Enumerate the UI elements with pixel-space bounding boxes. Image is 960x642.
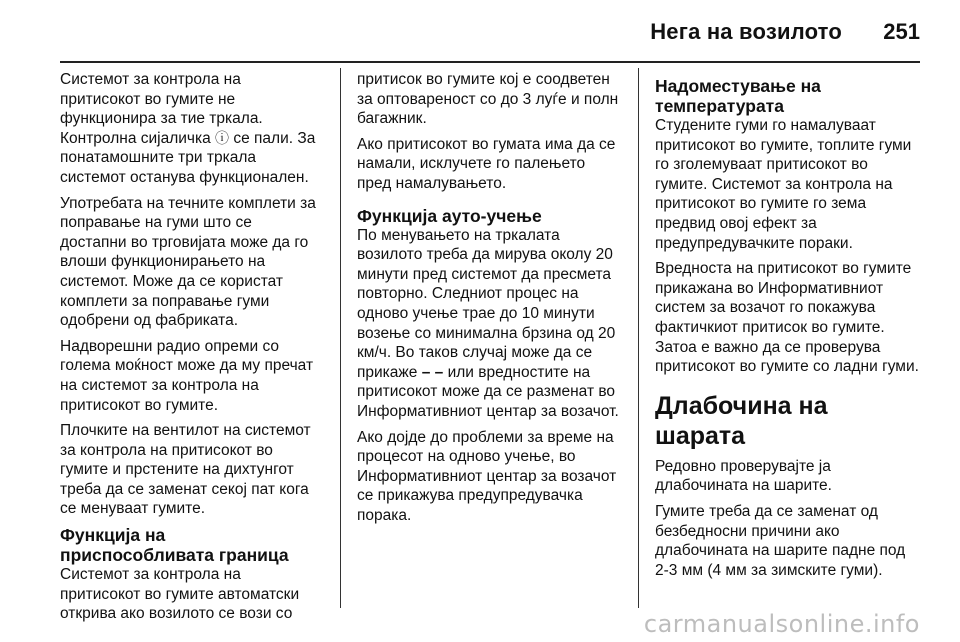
paragraph: Системот за контрола на притисокот во гумите автоматски открива ако возилото се вози со [60,566,300,623]
paragraph: Редовно проверувајте ја длабочината на шарите. [655,457,832,495]
section-heading: Функција на приспособливата граница [60,525,289,566]
section-heading: Надоместување на температурата [655,76,821,116]
page-title: Нега на возилото [650,19,842,44]
chapter-heading: Длабочина на шарата [655,391,828,450]
paragraph: Вредноста на притисокот во гумите прикажана во Информативниот систем за возачот го покажува фактичкиот притисок во гумите. Затоа е важно да се проверува притисокот во гумите со ладни гуми. [655,260,919,376]
column-1 [60,70,322,630]
paragraph: Студените гуми го намалуваат притисокот во гумите, топлите гуми го зголемуваат притисокот во гумите. Системот за контрола на притисокот во гумите го зема предвид овој ефект за предупредувачките пораки. [655,117,912,252]
page-number: 251 [883,19,920,44]
paragraph: Ако дојде до проблеми за време на процесот на одново учење, во Информативниот центар за возачот се прикажува предупредувачка порака. [357,428,617,524]
paragraph: притисок во гумите кој е соодветен за оптовареност со до 3 луѓе и полн багажник. [357,71,619,128]
paragraph [357,226,623,422]
watermark: carmanualsonline.info [643,610,920,638]
paragraph: Плочките на вентилот на системот за контрола на притисокот во гумите и прстените на дихтунгот треба да се заменат секој пат кога се менуваат гумите. [60,422,311,518]
paragraph [60,70,322,188]
column-2 [357,70,623,531]
paragraph-text: се пали. За понатамошните три тркала системот останува функционален. [60,129,316,186]
page-header [0,0,960,62]
paragraph-text: По менувањето на тркалата возилото треба да мирува околу 20 минути пред системот да пресмета повторно. Следниот процес на одново учење трае до 10 минути возење со минимална брзина од 20 км/ч. Во таков случај може да се прикаже [357,226,616,381]
column-divider [638,68,639,608]
paragraph: Гумите треба да се заменат од безбедносни причини ако длабочината на шарите падне под 2-3 мм (4 мм за зимските гуми). [655,502,906,579]
paragraph: Надворешни радио опреми со голема моќност може да му пречат на системот за контрола на притисокот во гумите. [60,337,314,414]
paragraph-text: или вредностите на притисокот може да се разменат во Информативниот центар за возачот. [357,363,619,420]
paragraph-text: Системот за контрола на притисокот во гумите не функционира за тие тркала. Контролна сијаличка [60,71,263,147]
column-divider [340,68,341,608]
header-divider [60,61,920,63]
tire-pressure-warning-icon: ⓘ [215,129,230,146]
section-heading: Функција ауто-учење [357,205,542,226]
paragraph: Ако притисокот во гумата има да се намали, исклучете го палењето пред намалувањето. [357,135,616,192]
column-3 [655,70,921,586]
paragraph: Употребата на течните комплети за поправање на гуми што се достапни во трговијата може да го влоши функционирањето на системот. Може да се користат комплети за поправање гуми одобрени од фабриката. [60,194,316,330]
dash-indicator: – – [421,363,444,381]
